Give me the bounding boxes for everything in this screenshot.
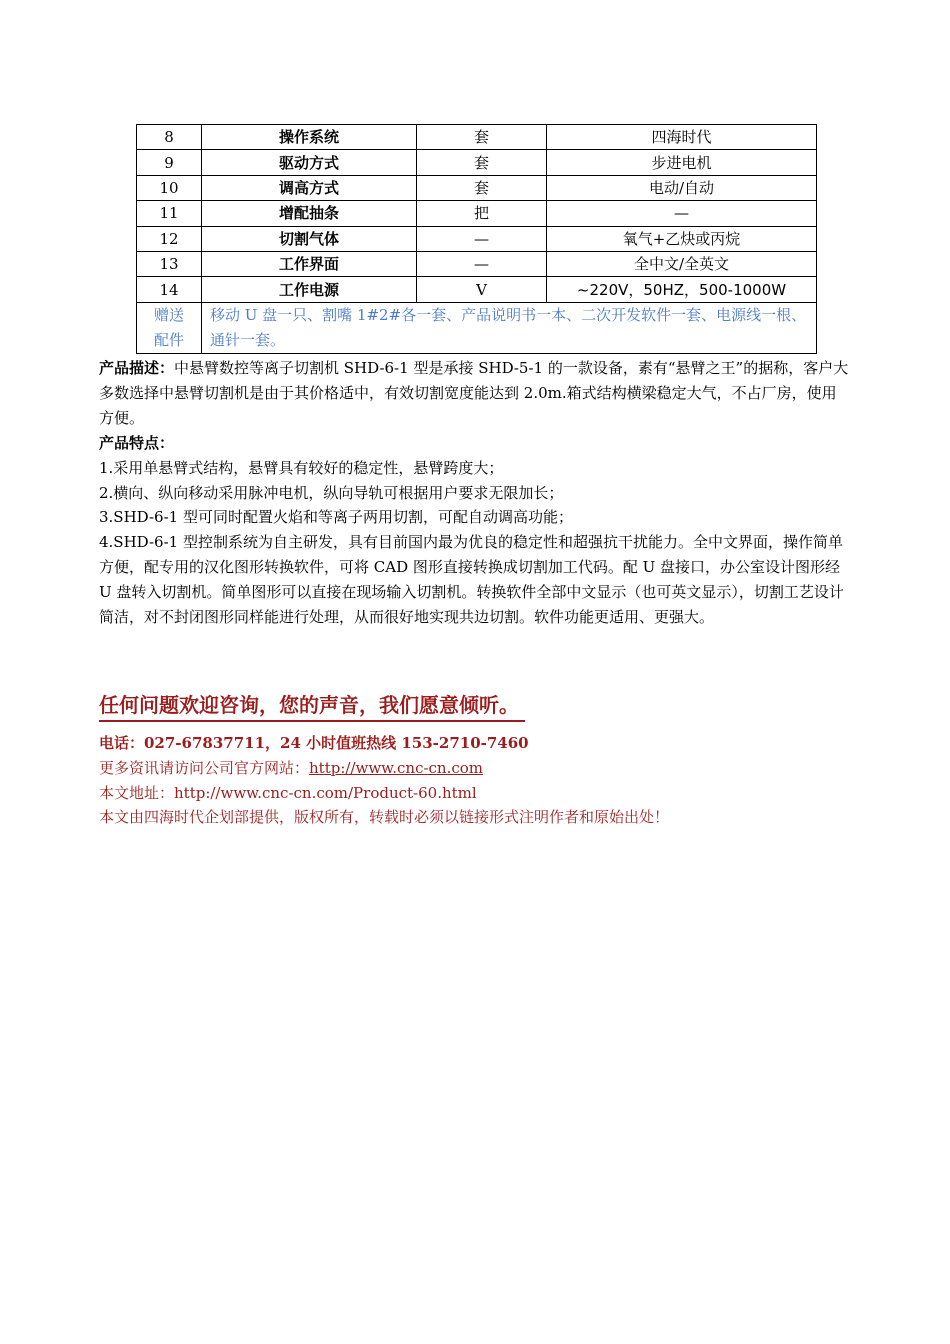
contact-heading: 任何问题欢迎咨询，您的声音，我们愿意倾听。 <box>99 690 525 722</box>
gift-label-line-1: 赠送 <box>153 305 184 324</box>
item-unit: V <box>417 277 547 302</box>
feature-item: 2.横向、纵向移动采用脉冲电机，纵向导轨可根据用户要求无限加长； <box>99 483 564 502</box>
row-number: 13 <box>137 251 202 276</box>
item-name: 工作界面 <box>202 251 417 276</box>
contact-website <box>99 756 669 781</box>
spec-table <box>136 124 817 354</box>
table-row <box>137 201 817 226</box>
item-unit: 套 <box>417 125 547 150</box>
item-name: 操作系统 <box>202 125 417 150</box>
item-unit: 套 <box>417 175 547 200</box>
table-row <box>137 277 817 302</box>
copyright-notice: 本文由四海时代企划部提供，版权所有，转载时必须以链接形式注明作者和原始出处！ <box>99 808 670 827</box>
item-value: ~220V，50HZ，500-1000W <box>547 277 817 302</box>
gift-label-line-2: 配件 <box>153 330 184 349</box>
feature-item: 1.采用单悬臂式结构，悬臂具有较好的稳定性，悬臂跨度大； <box>99 458 504 477</box>
gift-value: 移动 U 盘一只、割嘴 1#2#各一套、产品说明书一本、二次开发软件一套、电源线一根、通针一套。 <box>202 302 817 353</box>
item-value: 电动/自动 <box>547 175 817 200</box>
contact-info <box>99 731 669 830</box>
item-name: 驱动方式 <box>202 150 417 175</box>
item-name: 增配抽条 <box>202 201 417 226</box>
table-row <box>137 175 817 200</box>
item-value: 全中文/全英文 <box>547 251 817 276</box>
feature-item: 4.SHD-6-1 型控制系统为自主研发，具有目前国内最为优良的稳定性和超强抗干扰能力。全中文界面，操作简单方便，配专用的汉化图形转换软件，可将 CAD 图形直接转换成切割加工代码。配 U 盘接口，办公室设计图形经 U 盘转入切割机。简单图形可以直接在现场输入切割机。转换软件全部中文显示（也可英文显示），切割工艺设计简洁，对不封闭图形同样能进行处理，从而很好地实现共边切割。软件功能更适用、更强大。 <box>99 533 844 626</box>
item-value: 氧气+乙炔或丙烷 <box>547 226 817 251</box>
row-number: 14 <box>137 277 202 302</box>
feature-item: 3.SHD-6-1 型可同时配置火焰和等离子两用切割，可配自动调高功能； <box>99 508 573 527</box>
website-link[interactable]: http://www.cnc-cn.com <box>309 758 484 777</box>
item-name: 工作电源 <box>202 277 417 302</box>
product-description <box>99 356 851 430</box>
item-name: 调高方式 <box>202 175 417 200</box>
website-prefix: 更多资讯请访问公司官方网站： <box>99 758 310 777</box>
gift-row <box>137 302 817 353</box>
description-text: 中悬臂数控等离子切割机 SHD-6-1 型是承接 SHD-5-1 的一款设备，素有“悬臂之王”的据称，客户大多数选择中悬臂切割机是由于其价格适中，有效切割宽度能达到 2.0m.箱式结构横梁稳定大气，不占厂房，使用方便。 <box>99 359 849 427</box>
product-features <box>99 431 851 629</box>
table-row <box>137 150 817 175</box>
article-address: 本文地址：http://www.cnc-cn.com/Product-60.html <box>99 783 477 802</box>
row-number: 8 <box>137 125 202 150</box>
gift-label <box>137 302 202 353</box>
item-unit: 套 <box>417 150 547 175</box>
row-number: 9 <box>137 150 202 175</box>
item-value: 步进电机 <box>547 150 817 175</box>
item-value: 四海时代 <box>547 125 817 150</box>
item-unit: — <box>417 251 547 276</box>
item-name: 切割气体 <box>202 226 417 251</box>
description-label: 产品描述： <box>99 359 175 377</box>
row-number: 10 <box>137 175 202 200</box>
item-value: — <box>547 201 817 226</box>
features-label: 产品特点： <box>99 434 175 452</box>
item-unit: 把 <box>417 201 547 226</box>
item-unit: — <box>417 226 547 251</box>
row-number: 11 <box>137 201 202 226</box>
table-row <box>137 226 817 251</box>
row-number: 12 <box>137 226 202 251</box>
contact-phone: 电话：027-67837711，24 小时值班热线 153-2710-7460 <box>99 734 529 752</box>
table-row <box>137 125 817 150</box>
table-row <box>137 251 817 276</box>
